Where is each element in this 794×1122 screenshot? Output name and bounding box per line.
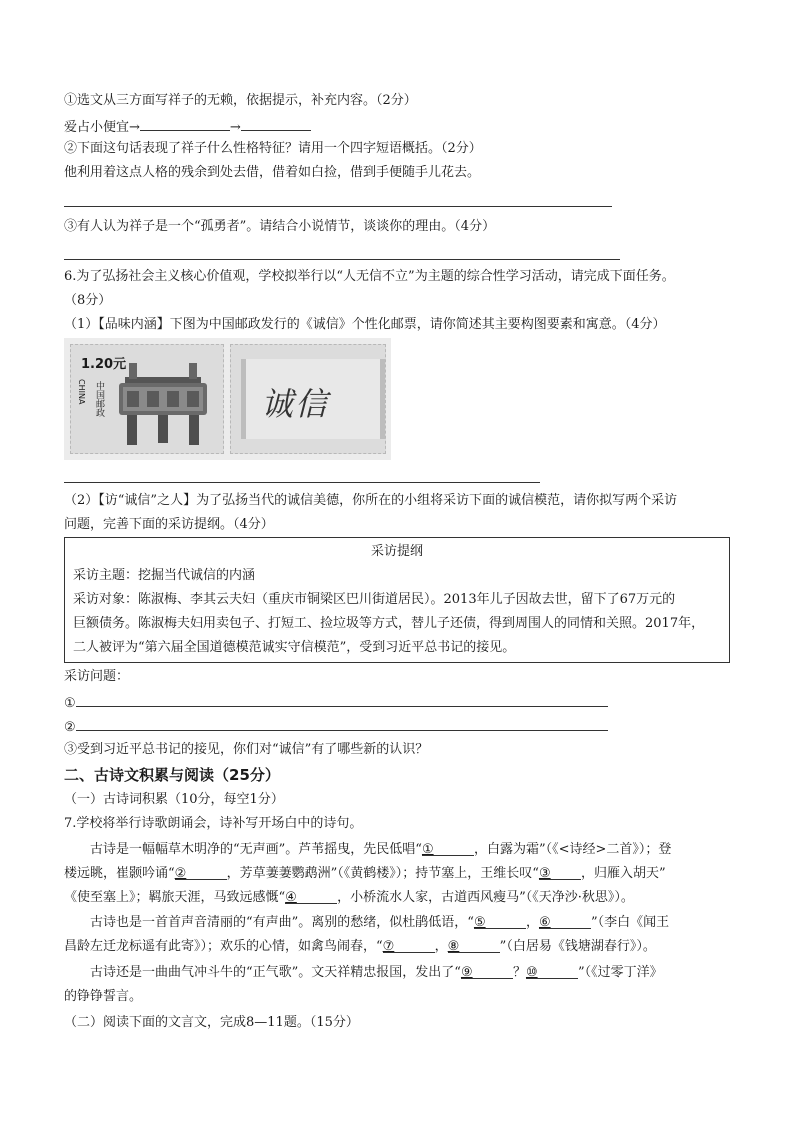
interview-outline-box: [64, 537, 730, 663]
poem-paragraph-2-cont: 昌龄左迁龙标遥有此寄》）；欢乐的心情，如禽鸟闹春，“⑦ ，⑧ ”（白居易《钱塘湖春行》）。: [64, 939, 656, 954]
q5-sub2: ②下面这句话表现了祥子什么性格特征？请用一个四字短语概括。（2分）: [64, 141, 482, 156]
q6-task2-cont: 问题，完善下面的采访提纲。（4分）: [64, 517, 274, 532]
outline-target-cont: 二人被评为“第六届全国道德模范诚实守信模范”，受到习近平总书记的接见。: [73, 640, 516, 655]
answer-line[interactable]: [64, 482, 540, 483]
q5-sub1: ①选文从三方面写祥子的无赖，依据提示，补充内容。（2分）: [64, 93, 417, 108]
interview-question-3: ③受到习近平总书记的接见，你们对“诚信”有了哪些新的认识？: [64, 742, 429, 757]
answer-blank-3[interactable]: ③: [539, 865, 581, 880]
poem-paragraph-1-cont: 《使至塞上》；羁旅天涯，马致远感慨“④ ，小桥流水人家，古道西风瘦马”（《天净沙·秋思》）。: [64, 890, 634, 905]
answer-line[interactable]: [64, 206, 612, 207]
answer-blank[interactable]: [140, 116, 230, 131]
part2-heading: （二）阅读下面的文言文，完成8—11题。（15分）: [64, 1015, 359, 1030]
stamp-issuer: 中国邮政: [94, 381, 104, 417]
stamp-english: CHINA: [77, 379, 86, 405]
part1-heading: （一）古诗词积累（10分，每空1分）: [64, 792, 284, 807]
answer-blank[interactable]: [76, 716, 608, 731]
answer-blank-8[interactable]: ⑧: [448, 938, 500, 953]
q6-task1: （1）【品味内涵】下图为中国邮政发行的《诚信》个性化邮票，请你简述其主要构图要素和寓意。（4分）: [64, 317, 666, 332]
answer-blank[interactable]: [76, 692, 608, 707]
answer-blank-9[interactable]: ⑨: [461, 964, 513, 979]
outline-target: 采访对象：陈淑梅、李其云夫妇（重庆市铜梁区巴川街道居民）。2013年儿子因故去世，留下了67万元的: [73, 592, 676, 607]
poem-paragraph-2: 古诗也是一首首声音清丽的“有声曲”。离别的愁绪，似杜鹃低语，“⑤ ，⑥ ”（李白《闻王: [90, 915, 670, 930]
answer-blank-1[interactable]: ①: [422, 841, 474, 856]
q5-sub3: ③有人认为祥子是一个“孤勇者”。请结合小说情节，谈谈你的理由。（4分）: [64, 219, 496, 234]
poem-paragraph-1-cont: 楼远眺，崔颢吟诵“② ，芳草萋萋鹦鹉洲”（《黄鹤楼》）；持节塞上，王维长叹“③ ，归雁入胡天”: [64, 866, 666, 881]
answer-line[interactable]: [64, 259, 620, 260]
answer-blank-4[interactable]: ④: [285, 889, 337, 904]
interview-question-1: ①: [64, 692, 608, 713]
stamp-left-panel: [70, 344, 224, 454]
q6-task2: （2）【访“诚信”之人】为了弘扬当代的诚信美德，你所在的小组将采访下面的诚信模范，请你拟写两个采访: [64, 493, 678, 508]
stamp-right-panel: [230, 344, 386, 454]
answer-blank-6[interactable]: ⑥: [539, 914, 591, 929]
answer-blank[interactable]: [241, 116, 311, 131]
poem-paragraph-3-cont: 的铮铮誓言。: [64, 989, 143, 1004]
q7-stem: 7.学校将举行诗歌朗诵会，诗补写开场白中的诗句。: [64, 816, 363, 831]
poem-paragraph-1: 古诗是一幅幅草木明净的“无声画”。芦苇摇曳，先民低唱“① ，白露为霜”（《<诗经>二首》）；登: [90, 842, 672, 857]
outline-theme: 采访主题：挖掘当代诚信的内涵: [73, 568, 256, 583]
stamp-value: 1.20元: [81, 357, 127, 372]
section-heading: 二、古诗文积累与阅读（25分）: [64, 766, 280, 784]
q6-intro-score: （8分）: [64, 293, 112, 308]
outline-title: 采访提纲: [370, 544, 423, 559]
honesty-stamp-image: [64, 338, 391, 460]
q6-intro: 6.为了弘扬社会主义核心价值观，学校拟举行以“人无信不立”为主题的综合性学习活动，请完成下面任务。: [64, 269, 675, 284]
outline-target-cont: 巨额债务。陈淑梅夫妇用卖包子、打短工、捡垃圾等方式，替儿子还债，得到周围人的同情和关照。2017年，: [73, 616, 705, 631]
q5-sub1-answer-line: 爱占小便宜→ →: [64, 116, 311, 137]
poem-paragraph-3: 古诗还是一曲曲气冲斗牛的“正气歌”。文天祥精忠报国，发出了“⑨ ？⑩ ”（《过零丁洋》: [90, 965, 663, 980]
stamp-calligraphy: 诚信: [261, 385, 330, 423]
questions-label: 采访问题：: [64, 669, 130, 684]
q5-sub2-quote: 他利用着这点人格的残余到处去借，借着如白捡，借到手便随手儿花去。: [64, 165, 481, 180]
interview-question-2: ②: [64, 716, 608, 737]
answer-blank-5[interactable]: ⑤: [474, 914, 526, 929]
bronze-ding-icon: [111, 357, 215, 449]
answer-blank-7[interactable]: ⑦: [383, 938, 435, 953]
answer-blank-2[interactable]: ②: [175, 865, 227, 880]
answer-blank-10[interactable]: ⑩: [526, 964, 578, 979]
